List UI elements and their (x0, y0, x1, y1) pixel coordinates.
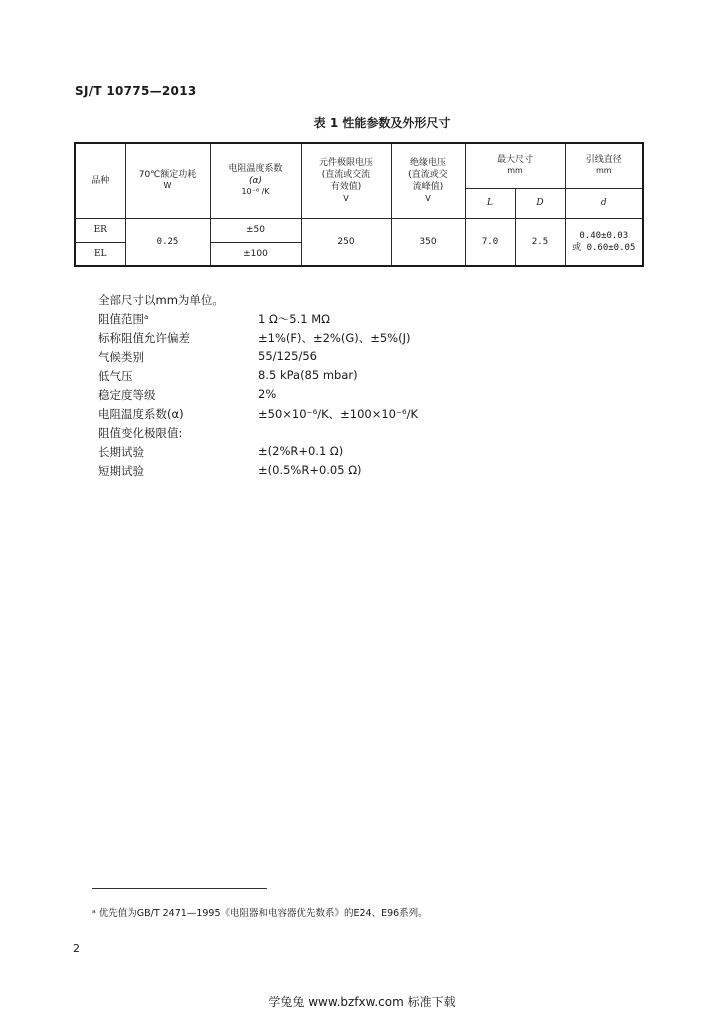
table-title: 表 1 性能参数及外形尺寸 (313, 116, 451, 130)
header-limit-voltage: 元件极限电压 (直流或交流 有效值) V (301, 143, 391, 218)
page-number: 2 (73, 942, 80, 955)
cell-lead-diameter: 0.40±0.03 或 0.60±0.05 (565, 218, 643, 266)
performance-table (74, 142, 644, 267)
cell-insulation-voltage: 350 (391, 218, 465, 266)
cell-er-tcr: ±50 (210, 218, 301, 242)
cell-el-tcr: ±100 (210, 242, 301, 266)
cell-el-variety: EL (75, 242, 125, 266)
header-max-size: 最大尺寸 mm (465, 143, 565, 188)
watermark-link[interactable]: 学兔兔 www.bzfxw.com 标准下载 (268, 995, 456, 1009)
header-insulation-voltage: 绝缘电压 (直流或交 流峰值) V (391, 143, 465, 218)
header-lead-diameter: 引线直径 mm (565, 143, 643, 188)
footnote-divider (92, 888, 267, 889)
footnote: ᵃ 优先值为GB/T 2471—1995《电阻器和电容器优先数系》的E24、E96系列。 (92, 908, 428, 919)
header-tcr: 电阻温度系数 (α) 10⁻⁶ /K (210, 143, 301, 218)
header-variety: 品种 (75, 143, 125, 218)
header-rated-power: 70℃额定功耗 W (125, 143, 210, 218)
cell-limit-voltage: 250 (301, 218, 391, 266)
header-max-size-L: L (465, 188, 515, 218)
standard-number: SJ/T 10775—2013 (75, 84, 197, 98)
cell-er-variety: ER (75, 218, 125, 242)
cell-max-size-L: 7.0 (465, 218, 515, 266)
cell-rated-power: 0.25 (125, 218, 210, 266)
header-lead-d: d (565, 188, 643, 218)
header-max-size-D: D (515, 188, 565, 218)
cell-max-size-D: 2.5 (515, 218, 565, 266)
